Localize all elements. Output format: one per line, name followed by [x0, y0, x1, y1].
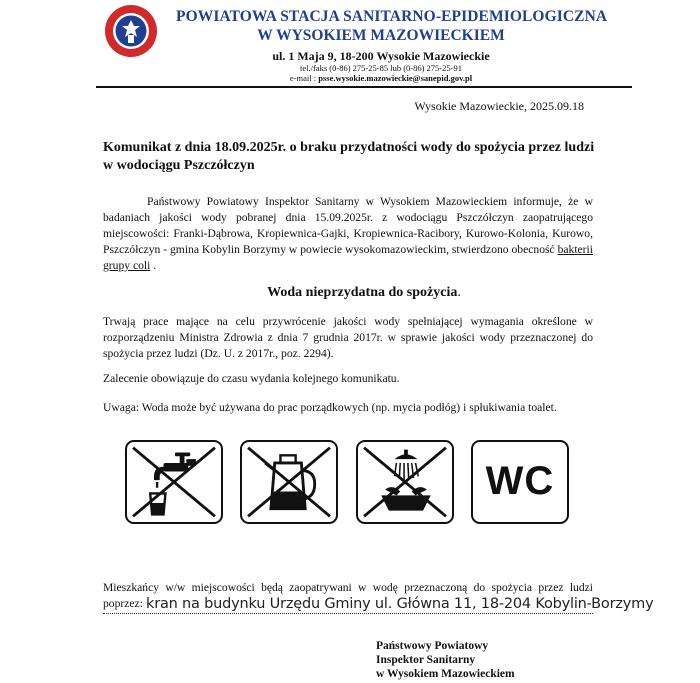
paragraph-validity: Zalecenie obowiązuje do czasu wydania kolejnego komunikatu. — [103, 372, 400, 385]
sanepid-logo — [104, 4, 158, 58]
wc-label: WC — [485, 459, 555, 503]
paragraph-works: Trwają prace mające na celu przywrócenie jakości wody spełniającej wymagania określone w rozporządzeniu Ministra Zdrowia z dnia 7 grudnia 2017r. w sprawie jakości wody przeznaczonej do spożycia przez ludzi (Dz. U. z 2017r., poz. 2294). — [103, 315, 593, 360]
headline-dot: . — [457, 285, 461, 300]
no-washing-dishes-icon — [356, 440, 454, 524]
header-divider — [96, 86, 632, 88]
bacteria-term: bakterii grupy coli — [103, 243, 593, 272]
paragraph-note: Uwaga: Woda może być używana do prac porządkowych (np. mycia podłóg) i spłukiwania toalet. — [103, 401, 557, 414]
org-email-line — [176, 73, 586, 83]
headline-unfit-water — [96, 285, 632, 301]
dateline: Wysokie Mazowieckie, 2025.09.18 — [414, 99, 584, 113]
paragraph-supply: Mieszkańcy w/w miejscowości będą zaopatrywani w wodę przeznaczoną do spożycia przez ludzi poprzez: — [103, 581, 593, 610]
org-name-line1: POWIATOWA STACJA SANITARNO-EPIDEMIOLOGICZNA — [176, 8, 608, 25]
wc-icon — [471, 440, 569, 524]
dotted-line — [103, 613, 593, 614]
org-phone: tel./faks (0-86) 275-25-85 lub (0-86) 275-25-91 — [300, 63, 462, 73]
headline-text: Woda nieprzydatna do spożycia — [267, 285, 458, 300]
subject-title: Komunikat z dnia 18.09.2025r. o braku przydatności wody do spożycia przez ludzi w wodociągu Pszczółczyn — [103, 140, 595, 173]
org-name-line2: W WYSOKIEM MAZOWIECKIEM — [257, 27, 505, 44]
signature-line1: Państwowy Powiatowy — [376, 640, 489, 652]
handwritten-supply-point: kran na budynku Urzędu Gminy ul. Główna 11, 18-204 Kobylin-Borzymy — [146, 596, 654, 612]
pictogram-row — [125, 440, 571, 526]
no-drinking-icon — [125, 440, 223, 524]
signature-block — [376, 639, 515, 681]
org-email[interactable]: psse.wysokie.mazowieckie@sanepid.gov.pl — [318, 73, 473, 83]
paragraph1-text: Państwowy Powiatowy Inspektor Sanitarny w Wysokiem Mazowieckiem informuje, że w badaniach jakości wody pobranej dnia 15.09.2025r. z wodociągu Pszczółczyn zaopatrującego miejscowości: Franki-Dąbrowa, Kropiewnica-Gajki, Kropiewnica-Racibory, Kurowo-Kolonia, Kurowo, Pszczółczyn - gmina Kobylin Borzymy w powiecie wysokomazowieckim, stwierdzono obecność — [103, 195, 593, 256]
org-address: ul. 1 Maja 9, 18-200 Wysokie Mazowieckie — [272, 49, 490, 63]
paragraph-announcement — [103, 194, 593, 274]
signature-line3: w Wysokiem Mazowieckiem — [376, 668, 515, 680]
email-label: e-mail : — [289, 73, 319, 83]
paragraph1-end: . — [150, 259, 157, 272]
no-kettle-icon — [240, 440, 338, 524]
signature-line2: Inspektor Sanitarny — [376, 654, 476, 666]
